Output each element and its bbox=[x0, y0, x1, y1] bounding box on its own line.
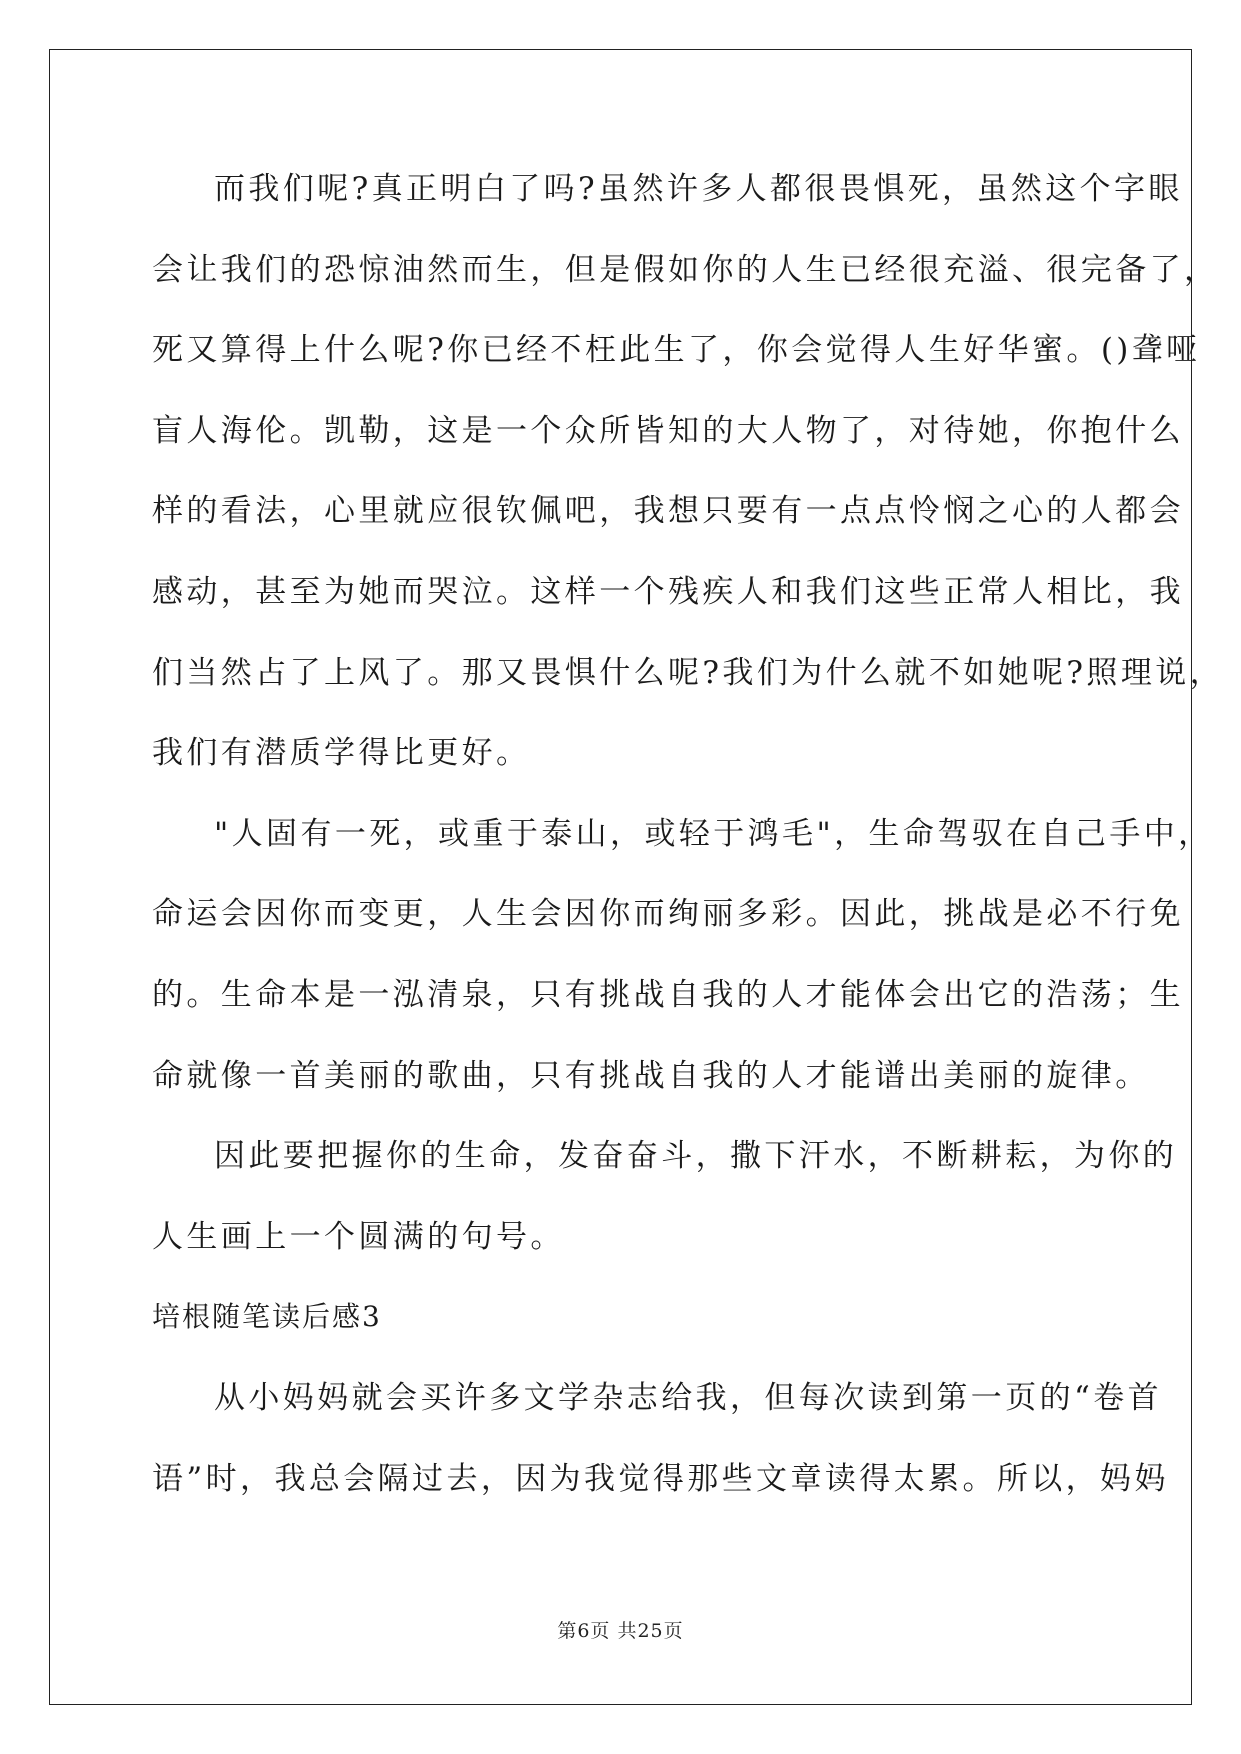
paragraph-line: 死又算得上什么呢?你已经不枉此生了，你会觉得人生好华蜜。()聋哑 bbox=[152, 332, 1201, 369]
paragraph-line: 命运会因你而变更，人生会因你而绚丽多彩。因此，挑战是必不行免 bbox=[152, 896, 1184, 933]
paragraph-line: 因此要把握你的生命，发奋奋斗，撒下汗水，不断耕耘，为你的 bbox=[214, 1138, 1178, 1175]
page-number-footer: 第6页 共25页 bbox=[557, 1620, 684, 1642]
paragraph-line: 我们有潜质学得比更好。 bbox=[152, 735, 531, 772]
section-heading: 培根随笔读后感3 bbox=[152, 1300, 382, 1334]
paragraph-line: 们当然占了上风了。那又畏惧什么呢?我们为什么就不如她呢?照理说， bbox=[152, 654, 1225, 691]
paragraph-line: 从小妈妈就会买许多文学杂志给我，但每次读到第一页的“卷首 bbox=[214, 1379, 1163, 1416]
document-body bbox=[152, 160, 1225, 1530]
paragraph-line: 而我们呢?真正明白了吗?虽然许多人都很畏惧死，虽然这个字眼 bbox=[214, 171, 1183, 207]
paragraph-line: "人固有一死，或重于泰山，或轻于鸿毛"，生命驾驭在自己手中， bbox=[214, 815, 1213, 852]
paragraph-line: 命就像一首美丽的歌曲，只有挑战自我的人才能谱出美丽的旋律。 bbox=[152, 1057, 1150, 1094]
paragraph-line: 盲人海伦。凯勒，这是一个众所皆知的大人物了，对待她，你抱什么 bbox=[152, 412, 1184, 449]
paragraph-line: 人生画上一个圆满的句号。 bbox=[152, 1218, 565, 1255]
paragraph-line: 语”时，我总会隔过去，因为我觉得那些文章读得太累。所以，妈妈 bbox=[152, 1460, 1169, 1497]
paragraph-line: 的。生命本是一泓清泉，只有挑战自我的人才能体会出它的浩荡；生 bbox=[152, 976, 1184, 1013]
paragraph-line: 感动，甚至为她而哭泣。这样一个残疾人和我们这些正常人相比，我 bbox=[152, 573, 1184, 610]
paragraph-line: 样的看法，心里就应很钦佩吧，我想只要有一点点怜悯之心的人都会 bbox=[152, 493, 1184, 530]
paragraph-line: 会让我们的恐惊油然而生，但是假如你的人生已经很充溢、很完备了， bbox=[152, 251, 1219, 288]
